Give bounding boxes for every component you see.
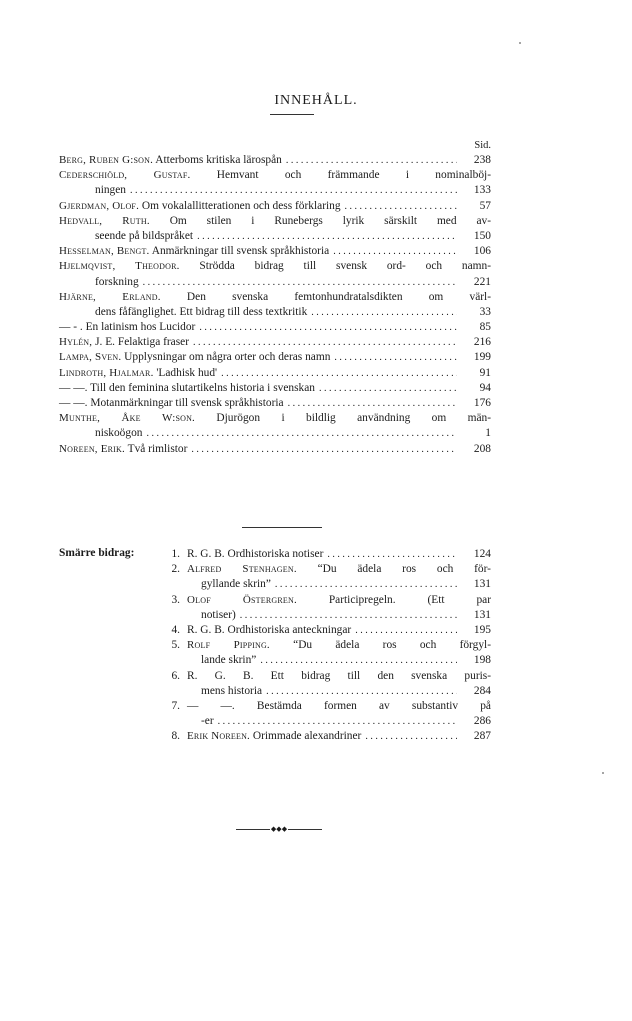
smarre-bidrag-item [162,729,491,744]
title-text: Anmärkningar till svensk språkhistoria [149,245,330,258]
entry-text [59,442,187,457]
contents-entry [59,153,491,168]
title-underline [270,114,314,115]
entry-text [187,623,351,638]
leader-dots [275,577,457,592]
title-text: forskning [95,275,139,288]
end-ornament: ◆◆◆ [236,823,322,835]
page-number: 195 [473,623,491,636]
title-text: seende på bildspråket [95,229,194,242]
entry-line [59,259,491,274]
entry-text [59,396,284,411]
page-number: 150 [473,229,491,242]
title-text: niskoögon [95,427,143,440]
page-number: 124 [473,548,491,560]
entry-text [59,366,217,381]
page-number: 1 [485,427,491,440]
title-text: Den svenska femtonhundratalsdikten om värl- [160,290,491,303]
contents-entry [59,381,491,396]
title-text: — —. Bestämda formen av substantiv på [187,699,491,712]
title-text: -er [201,715,214,728]
smarre-bidrag-item [162,638,491,668]
leader-dots [334,350,457,365]
page-number: 33 [479,305,491,318]
author-name: Berg, Ruben G:son. [59,154,154,166]
title-text: “Du ädela ros och förgyl- [269,639,491,652]
entry-line [59,426,491,441]
entry-line [187,669,491,684]
item-number: 6. [171,669,180,682]
author-name: Noreen, Erik. [59,442,125,455]
entry-line [59,199,491,214]
entry-text [59,411,491,426]
contents-entry [59,350,491,365]
leader-dots [286,153,457,168]
leader-dots [143,275,457,290]
title-text: Strödda bidrag till svensk ord- och namn- [179,260,491,273]
author-name: Hedvall, Ruth. [59,214,150,227]
entry-line [187,714,491,729]
title-text: lande skrin” [201,654,257,667]
title-text: Två rimlistor [124,442,188,455]
leader-dots [333,244,457,259]
page-number: 106 [473,245,491,258]
entry-line [187,653,491,668]
title-text: — - . En latinism hos Lucidor [59,321,196,334]
smarre-bidrag-item [162,669,491,699]
entry-line [187,547,491,562]
entry-text [187,562,491,577]
entry-line [187,638,491,653]
entry-line [59,153,491,168]
entry-line [187,729,491,744]
title-text: R. G. B. Ordhistoriska notiser [187,548,324,560]
title-text: 'Ladhisk hud' [153,366,218,379]
entry-text [59,320,195,335]
title-text: Om vokalallitterationen och dess förklaring [139,199,341,212]
author-name: Hylén, [59,336,93,349]
page-number: 94 [479,381,491,394]
title-text: ningen [95,184,127,197]
entry-text [59,259,491,274]
contents-entry [59,290,491,320]
entry-text [95,426,142,441]
author-name: Hjelmqvist, Theodor. [59,260,180,273]
item-number: 7. [171,699,180,712]
entry-text [59,381,315,396]
leader-dots [288,396,457,411]
leader-dots [311,305,457,320]
entry-line [59,183,491,198]
entry-text [201,684,262,699]
title-text: gyllande skrin” [201,578,271,591]
entry-text [187,669,491,684]
entry-line [187,699,491,714]
title-text: mens historia [201,684,263,697]
item-number: 1. [171,548,180,560]
leader-dots [240,608,457,623]
entry-line [59,214,491,229]
page-number: 199 [473,351,491,364]
title-text: — —. Motanmärkningar till svensk språkhistoria [59,397,284,409]
entry-text [59,199,341,214]
author-name: Cederschiöld, Gustaf. [59,169,191,182]
leader-dots [146,426,457,441]
title-text: Djurögon i bildlig användning om män- [195,412,491,425]
title-text: J. E. Felaktiga fraser [92,336,190,349]
leader-dots [266,684,457,699]
entry-text [59,335,189,350]
entry-line [59,244,491,259]
author-name: Erik Noreen. [187,730,251,743]
entry-line [59,411,491,426]
speck [602,772,604,774]
title-text: — —. Till den feminina slutartikelns historia i svenskan [59,381,315,394]
page-number: 133 [473,184,491,197]
page-number: 85 [479,321,491,334]
title-text: Atterboms kritiska lärospån [153,154,282,166]
entry-line [59,396,491,411]
title-text: Participregeln. (Ett par [296,593,491,606]
page-number: 131 [473,608,491,621]
author-name: Hjärne, Erland. [59,290,161,303]
title-text: Upplysningar om några orter och deras namn [121,351,331,364]
entry-line [187,684,491,699]
smarre-bidrag-item [162,547,491,562]
page-number: 286 [473,715,491,728]
contents-entry [59,320,491,335]
author-name: Lampa, Sven. [59,351,122,364]
contents-entry [59,168,491,198]
contents-entry [59,214,491,244]
leader-dots [260,653,457,668]
section-divider [242,527,322,528]
title-text: Orimmade alexandriner [250,730,362,743]
page-number: 57 [479,199,491,212]
item-number: 8. [171,730,180,743]
contents-entry [59,396,491,411]
smarre-bidrag-item [162,562,491,592]
contents-entry [59,411,491,441]
entry-text [59,168,491,183]
title-text: R. G. B. Ett bidrag till den svenska puris- [187,669,491,682]
smarre-bidrag-list [162,547,491,744]
entry-text [187,699,491,714]
item-number: 4. [171,623,180,636]
contents-entry [59,259,491,289]
author-name: Lindroth, Hjalmar. [59,366,154,379]
author-name: Munthe, Åke W:son. [59,412,196,425]
entry-line [59,229,491,244]
entry-line [59,350,491,365]
contents-entry [59,335,491,350]
entry-text [95,305,307,320]
page-number: 176 [473,397,491,409]
title-text: Hemvant och främmande i nominalböj- [190,169,491,182]
item-number: 2. [171,563,180,576]
page-number: 221 [473,275,491,288]
author-name: Rolf Pipping. [187,639,270,652]
entry-line [187,593,491,608]
leader-dots [365,729,457,744]
entry-line [59,366,491,381]
leader-dots [197,229,457,244]
author-name: Alfred Stenhagen. [187,563,297,576]
leader-dots [193,335,457,350]
entry-line [59,275,491,290]
entry-line [59,305,491,320]
entry-line [59,381,491,396]
entry-text [59,350,330,365]
author-name: Olof Östergren. [187,593,297,606]
page-title: INNEHÅLL. [274,93,358,108]
entry-text [59,290,491,305]
page-number: 208 [473,442,491,455]
entry-line [187,577,491,592]
title-text: Om stilen i Runebergs lyrik särskilt med av- [149,214,492,227]
title-text: notiser) [201,608,236,621]
title-text: R. G. B. Ordhistoriska anteckningar [187,623,352,636]
entry-text [59,153,282,168]
smarre-bidrag-label: Smärre bidrag: [59,547,135,559]
smarre-bidrag-item [162,623,491,638]
page-number: 91 [479,366,491,379]
entry-line [59,320,491,335]
entry-text [95,275,139,290]
title-text: “Du ädela ros och för- [296,563,491,576]
entry-line [59,168,491,183]
leader-dots [221,366,457,381]
entry-line [59,290,491,305]
leader-dots [191,442,457,457]
smarre-bidrag-item [162,593,491,623]
entry-text [201,714,214,729]
leader-dots [199,320,457,335]
entry-text [59,244,329,259]
leader-dots [345,199,457,214]
entry-line [187,623,491,638]
page-number: 216 [473,336,491,349]
page-number: 284 [473,684,491,697]
contents-list [59,153,491,457]
author-name: Gjerdman, Olof. [59,199,140,212]
entry-text [201,608,236,623]
leader-dots [355,623,457,638]
page-number: 198 [473,654,491,667]
entry-text [201,653,256,668]
title-text: dens fåfänglighet. Ett bidrag till dess textkritik [95,305,308,318]
entry-text [95,183,126,198]
entry-line [59,442,491,457]
entry-text [187,547,323,562]
page-column-header: Sid. [474,140,491,151]
entry-text [59,214,491,229]
contents-entry [59,244,491,259]
leader-dots [218,714,457,729]
item-number: 5. [171,639,180,652]
entry-line [187,608,491,623]
entry-text [187,638,491,653]
entry-text [201,577,271,592]
author-name: Hesselman, Bengt. [59,245,150,258]
leader-dots [327,547,457,562]
entry-line [59,335,491,350]
contents-entry [59,366,491,381]
leader-dots [130,183,457,198]
entry-text [95,229,193,244]
smarre-bidrag-item [162,699,491,729]
entry-text [187,729,361,744]
entry-text [187,593,491,608]
entry-line [187,562,491,577]
page-number: 287 [473,730,491,743]
item-number: 3. [171,593,180,606]
page-number: 238 [473,154,491,166]
leader-dots [319,381,457,396]
speck [519,42,521,44]
contents-entry [59,199,491,214]
page-number: 131 [473,578,491,591]
contents-entry [59,442,491,457]
